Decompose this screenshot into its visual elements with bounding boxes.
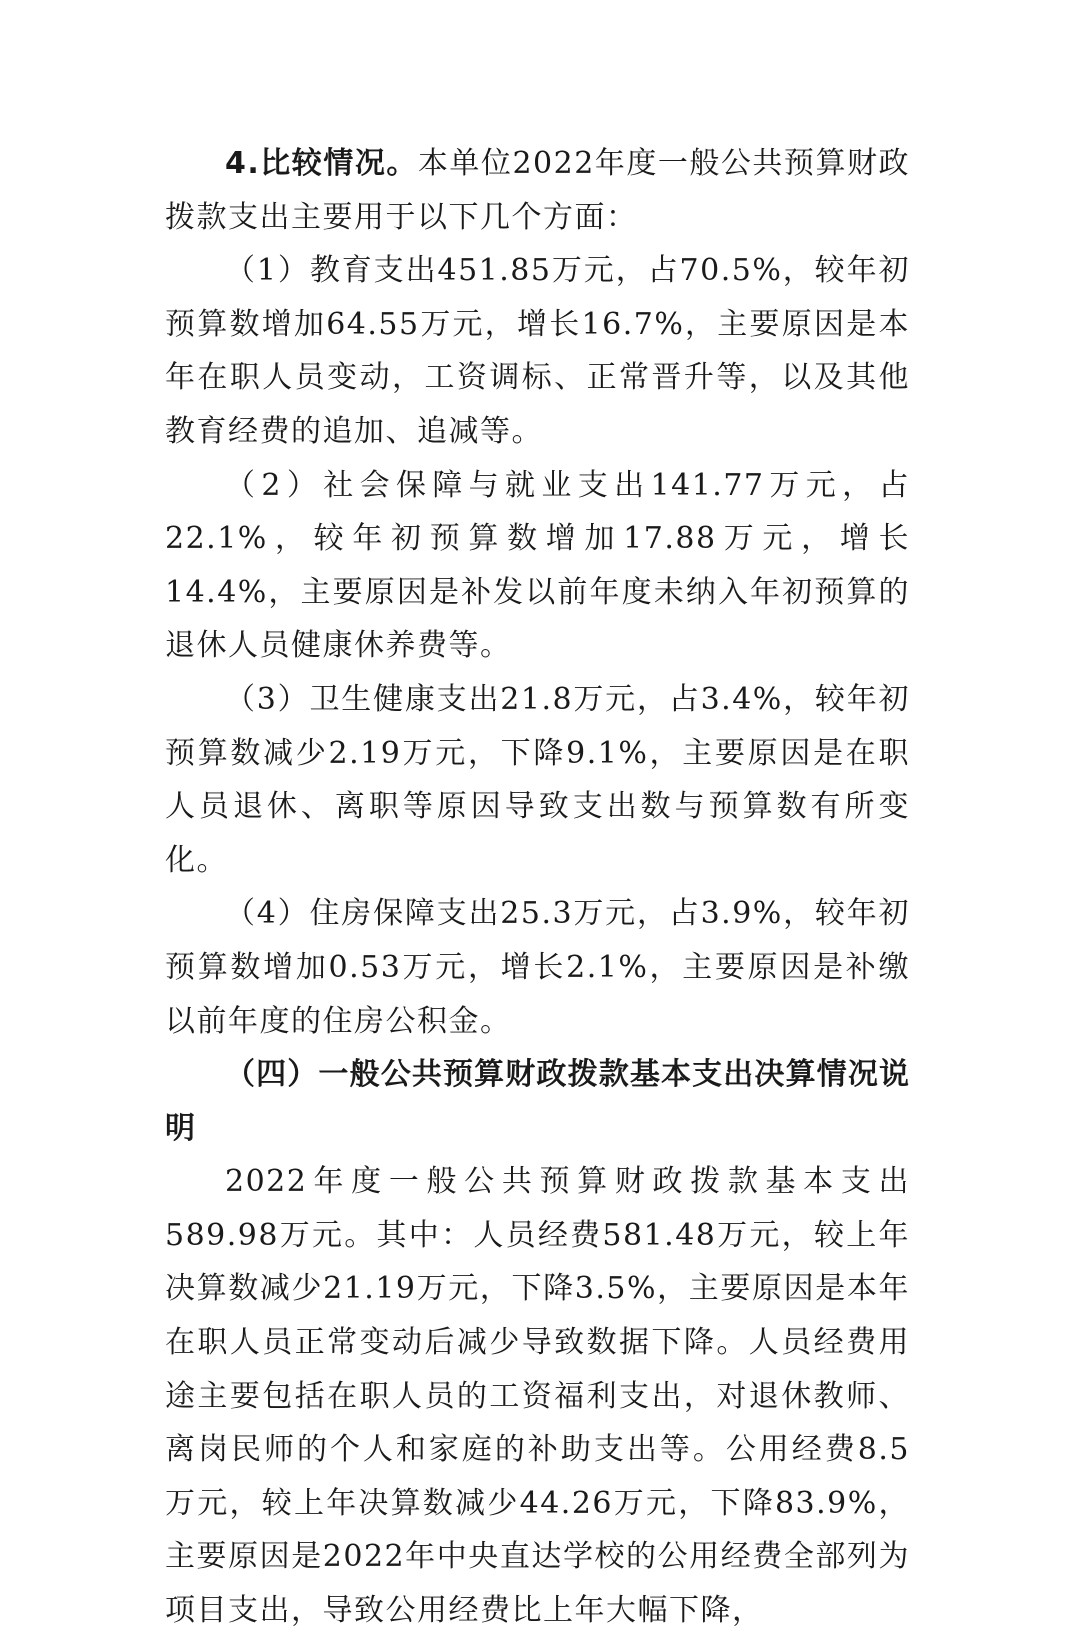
item-housing-paragraph: （4）住房保障支出25.3万元，占3.9%，较年初预算数增加0.53万元，增长2.1%，主要原因是补缴以前年度的住房公积金。 bbox=[165, 896, 910, 1039]
comparison-lead: 4.比较情况。 bbox=[225, 146, 418, 181]
item-health-paragraph: （3）卫生健康支出21.8万元，占3.4%，较年初预算数减少2.19万元，下降9.1%，主要原因是在职人员退休、离职等原因导致支出数与预算数有所变化。 bbox=[165, 681, 910, 878]
section-body-paragraph: 2022年度一般公共预算财政拨款基本支出589.98万元。其中：人员经费581.48万元，较上年决算数减少21.19万元，下降3.5%，主要原因是本年在职人员正常变动后减少导致数据下降。人员经费用途主要包括在职人员的工资福利支出，对退休教师、离岗民师的个人和家庭的补助支出等。公用经费8.5万元，较上年决算数减少44.26万元，下降83.9%，主要原因是2022年中央直达学校的公用经费全部列为项目支出，导致公用经费比上年大幅下降， bbox=[165, 1164, 910, 1629]
comparison-intro-text: 本单位2022年度一般公共预算财政拨款支出主要用于以下几个方面： bbox=[165, 146, 910, 235]
item-education-paragraph: （1）教育支出451.85万元，占70.5%，较年初预算数增加64.55万元，增长16.7%，主要原因是本年在职人员变动，工资调标、正常晋升等，以及其他教育经费的追加、追减等。 bbox=[165, 253, 910, 449]
item-social-security-paragraph: （2）社会保障与就业支出141.77万元，占22.1%，较年初预算数增加17.88万元，增长14.4%，主要原因是补发以前年度未纳入年初预算的退休人员健康休养费等。 bbox=[165, 467, 910, 664]
section-heading: （四）一般公共预算财政拨款基本支出决算情况说明 bbox=[165, 1057, 910, 1146]
document-body bbox=[165, 137, 910, 1638]
comparison-intro-paragraph bbox=[165, 137, 910, 244]
